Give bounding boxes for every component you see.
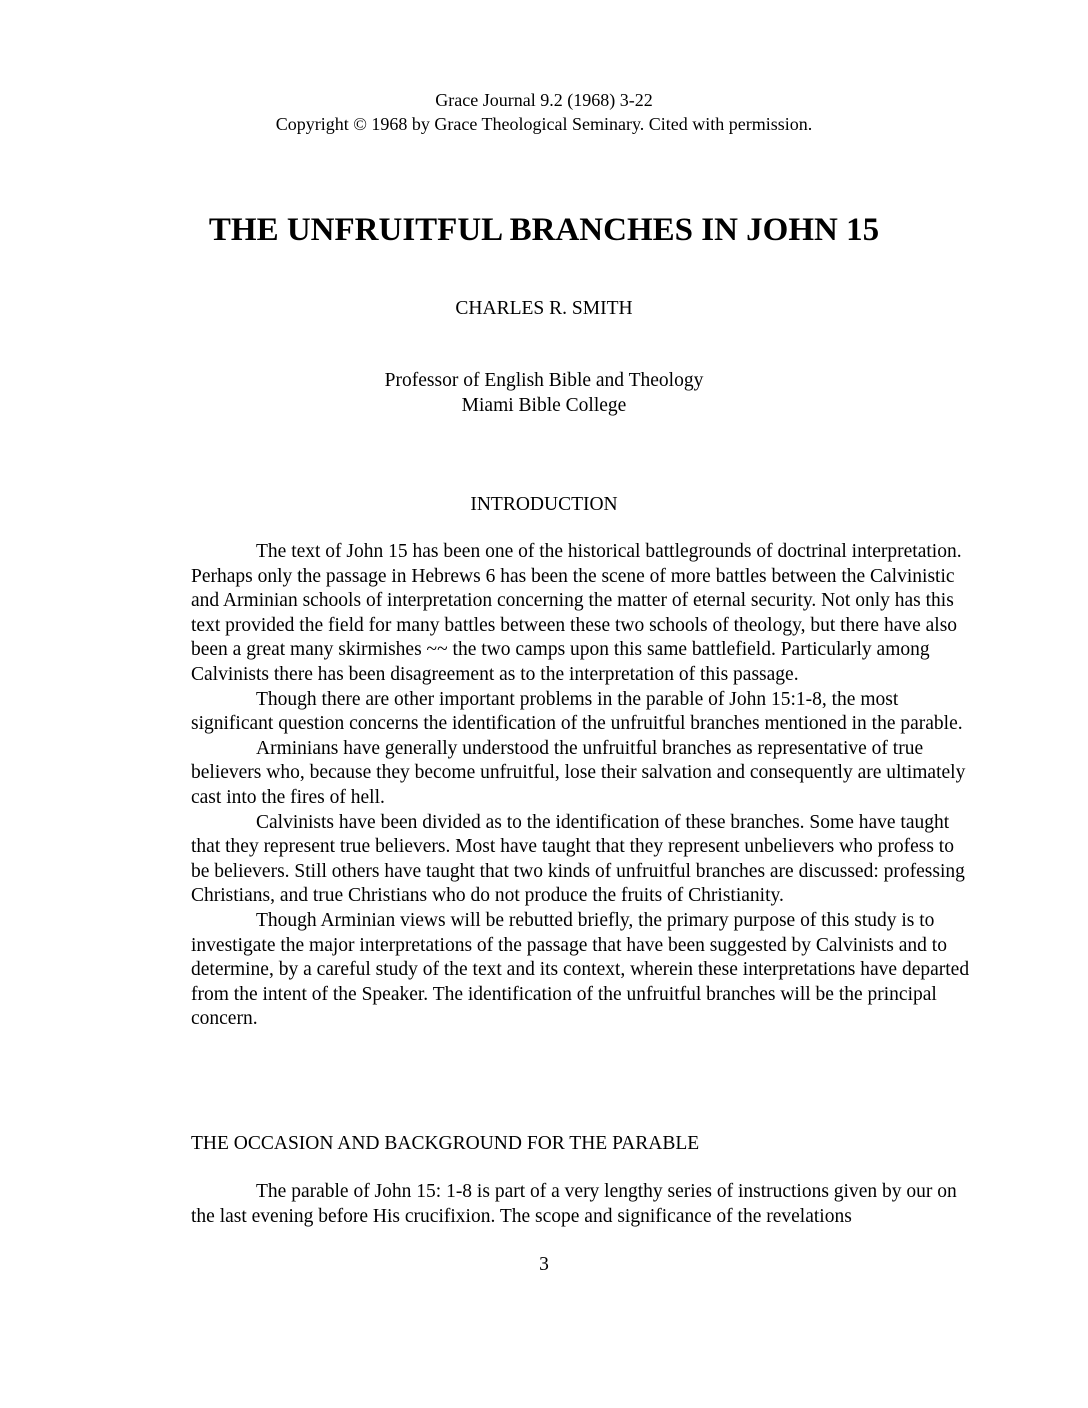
section-heading: THE OCCASION AND BACKGROUND FOR THE PARABLE [191,1133,700,1154]
body-paragraph: The parable of John 15: 1-8 is part of a very lengthy series of instructions given by our on the last evening before His crucifixion. The scope and significance of the revelations [191,1181,957,1227]
section-body [191,1180,971,1229]
body-paragraph: Though Arminian views will be rebutted briefly, the primary purpose of this study is to investigate the major interpretations of the passage that have been suggested by Calvinists and to determine, by a careful study of the text and its context, wherein these interpretations have departed from the intent of the Speaker. The identification of the unfruitful branches will be the principal concern. [191,909,970,1030]
author-affiliation [0,368,1088,418]
affiliation-line-2: Miami Bible College [461,395,627,416]
citation-line-1: Grace Journal 9.2 (1968) 3-22 [435,90,653,110]
author-name: CHARLES R. SMITH [455,298,633,319]
body-paragraph: Calvinists have been divided as to the identification of these branches. Some have taught that they represent true believers. Most have taught that they represent unbelievers who profess to be believers. Still others have taught that two kinds of unfruitful branches are discussed: professing Christians, and true Christians who do not produce the fruits of Christianity. [191,811,965,907]
article-title: THE UNFRUITFUL BRANCHES IN JOHN 15 [208,212,880,248]
citation-line-2: Copyright © 1968 by Grace Theological Seminary. Cited with permission. [275,114,813,134]
body-paragraph: Though there are other important problems in the parable of John 15:1-8, the most significant question concerns the identification of the unfruitful branches mentioned in the parable. [191,688,963,735]
introduction-body [191,540,971,1032]
page-number: 3 [539,1254,549,1275]
body-paragraph: Arminians have generally understood the unfruitful branches as representative of true believers who, because they become unfruitful, lose their salvation and consequently are ultimately cast into the fires of hell. [191,737,966,808]
body-paragraph: The text of John 15 has been one of the historical battlegrounds of doctrinal interpretation. Perhaps only the passage in Hebrews 6 has been the scene of more battles between the Calvinistic and Arminian schools of interpretation concerning the matter of eternal security. Not only has this text provided the field for many battles between these two schools of theology, but there have also been a great many skirmishes ~~ the two camps upon this same battlefield. Particularly among Calvinists there has been disagreement as to the interpretation of this passage. [191,541,962,685]
affiliation-line-1: Professor of English Bible and Theology [384,370,704,391]
citation-header [0,88,1088,136]
introduction-heading: INTRODUCTION [470,494,618,515]
